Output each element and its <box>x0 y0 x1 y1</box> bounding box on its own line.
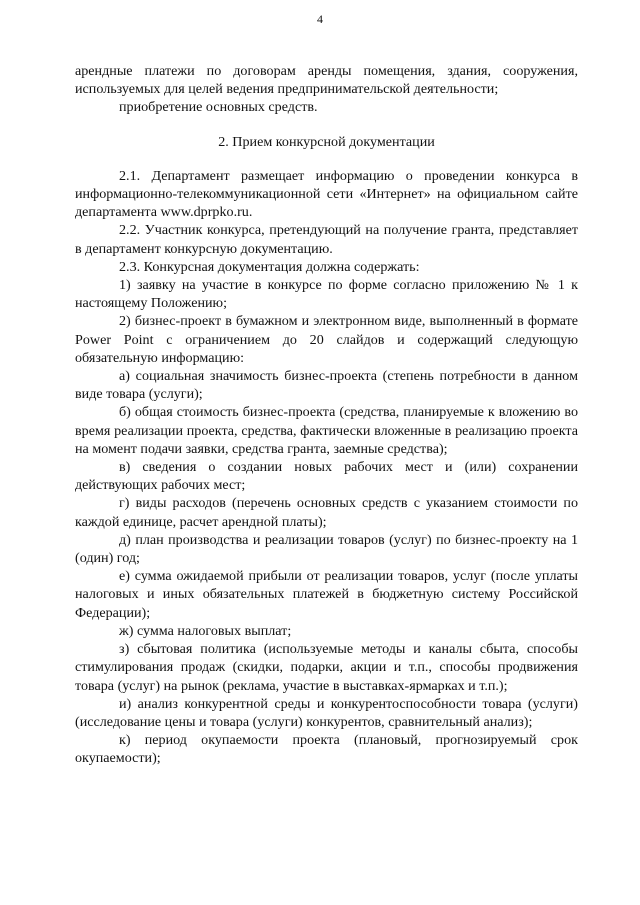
section-heading: 2. Прием конкурсной документации <box>218 133 435 150</box>
document-body <box>75 62 578 768</box>
list-item-z: з) сбытовая политика (используемые методы и каналы сбыта, способы стимулирования продаж (скидки, подарки, акции и т.п., способы продвижения товара (услуг) на рынок (реклама, участие в выставках-ярмарках и т.п.); <box>75 641 578 694</box>
paragraph-2-1: 2.1. Департамент размещает информацию о проведении конкурса в информационно-телекоммуникационной сети «Интернет» на официальном сайте департамента www.dprpko.ru. <box>75 167 578 221</box>
list-item-v: в) сведения о создании новых рабочих мест и (или) сохранении действующих рабочих мест; <box>75 459 578 494</box>
list-item-b: б) общая стоимость бизнес-проекта (средства, планируемые к вложению во время реализации проекта, средства, фактически вложенные в реализацию проекта на момент подачи заявки, средства гранта, заемные средства); <box>75 404 578 457</box>
list-item-g: г) виды расходов (перечень основных средств с указанием стоимости по каждой единице, расчет арендной платы); <box>75 495 578 530</box>
list-item-d: д) план производства и реализации товаров (услуг) по бизнес-проекту на 1 (один) год; <box>75 531 578 567</box>
paragraph-continuation: арендные платежи по договорам аренды помещения, здания, сооружения, используемых для целей ведения предпринимательской деятельности; <box>75 63 578 98</box>
paragraph-2-2: 2.2. Участник конкурса, претендующий на получение гранта, представляет в департамент конкурсную документацию. <box>75 222 578 257</box>
list-item-1: 1) заявку на участие в конкурсе по форме согласно приложению № 1 к настоящему Положению; <box>75 277 578 312</box>
list-item-zh: ж) сумма налоговых выплат; <box>119 622 292 639</box>
list-item-e: е) сумма ожидаемой прибыли от реализации товаров, услуг (после уплаты налоговых и иных обязательных платежей в бюджетную систему Российской Федерации); <box>75 568 578 621</box>
paragraph: приобретение основных средств. <box>119 99 318 116</box>
paragraph-2-3: 2.3. Конкурсная документация должна содержать: <box>119 258 420 275</box>
list-item-2: 2) бизнес-проект в бумажном и электронном виде, выполненный в формате Power Point с ограничением до 20 слайдов и содержащий следующую обязательную информацию: <box>75 313 578 366</box>
list-item-k: к) период окупаемости проекта (плановый, прогнозируемый срок окупаемости); <box>75 732 578 767</box>
list-item-a: а) социальная значимость бизнес-проекта (степень потребности в данном виде товара (услуги); <box>75 368 578 403</box>
page-number: 4 <box>317 12 323 26</box>
list-item-i: и) анализ конкурентной среды и конкурентоспособности товара (услуги) (исследование цены и товара (услуги) конкурентов, сравнительный анализ); <box>75 695 578 730</box>
